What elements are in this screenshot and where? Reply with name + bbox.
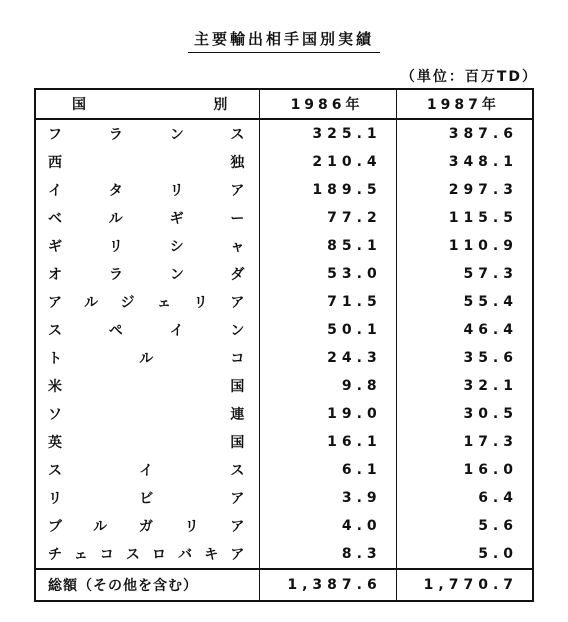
value-1987-cell: 35.6 xyxy=(396,344,533,372)
value-1987-cell: 297.3 xyxy=(396,176,533,204)
country-cell: ギリシャ xyxy=(35,232,260,260)
header-row xyxy=(35,89,533,119)
table-row xyxy=(35,512,533,540)
table-row xyxy=(35,119,533,148)
table-body xyxy=(35,119,533,569)
value-1986-cell: 50.1 xyxy=(260,316,396,344)
country-cell: トルコ xyxy=(35,344,260,372)
country-cell: ブルガリア xyxy=(35,512,260,540)
total-label: 総額（その他を含む） xyxy=(35,569,260,601)
country-cell: アルジェリア xyxy=(35,288,260,316)
export-table xyxy=(34,88,534,602)
value-1986-cell: 4.0 xyxy=(260,512,396,540)
country-cell: 西独 xyxy=(35,148,260,176)
header-1987: 1987年 xyxy=(396,89,533,119)
value-1987-cell: 6.4 xyxy=(396,484,533,512)
value-1986-cell: 53.0 xyxy=(260,260,396,288)
table-row xyxy=(35,540,533,569)
value-1987-cell: 32.1 xyxy=(396,372,533,400)
total-1987: 1,770.7 xyxy=(396,569,533,601)
total-1986: 1,387.6 xyxy=(260,569,396,601)
country-cell: フランス xyxy=(35,119,260,148)
value-1986-cell: 24.3 xyxy=(260,344,396,372)
country-cell: イタリア xyxy=(35,176,260,204)
value-1986-cell: 6.1 xyxy=(260,456,396,484)
value-1986-cell: 77.2 xyxy=(260,204,396,232)
table-header xyxy=(35,89,533,119)
value-1987-cell: 115.5 xyxy=(396,204,533,232)
value-1986-cell: 16.1 xyxy=(260,428,396,456)
table-row xyxy=(35,176,533,204)
table-row xyxy=(35,288,533,316)
table-row xyxy=(35,232,533,260)
total-row xyxy=(35,569,533,601)
table-row xyxy=(35,400,533,428)
country-cell: リビア xyxy=(35,484,260,512)
value-1987-cell: 30.5 xyxy=(396,400,533,428)
table-row xyxy=(35,316,533,344)
table-title-text: 主要輸出相手国別実績 xyxy=(188,28,380,53)
country-cell: 米国 xyxy=(35,372,260,400)
value-1986-cell: 19.0 xyxy=(260,400,396,428)
table-row xyxy=(35,260,533,288)
value-1987-cell: 5.6 xyxy=(396,512,533,540)
table-row xyxy=(35,484,533,512)
value-1986-cell: 210.4 xyxy=(260,148,396,176)
value-1986-cell: 9.8 xyxy=(260,372,396,400)
table-row xyxy=(35,148,533,176)
value-1987-cell: 17.3 xyxy=(396,428,533,456)
table-row xyxy=(35,372,533,400)
country-cell: チェコスロバキア xyxy=(35,540,260,569)
value-1986-cell: 85.1 xyxy=(260,232,396,260)
value-1987-cell: 387.6 xyxy=(396,119,533,148)
value-1987-cell: 16.0 xyxy=(396,456,533,484)
value-1987-cell: 348.1 xyxy=(396,148,533,176)
value-1986-cell: 8.3 xyxy=(260,540,396,569)
country-cell: オランダ xyxy=(35,260,260,288)
table-row xyxy=(35,456,533,484)
value-1986-cell: 71.5 xyxy=(260,288,396,316)
value-1986-cell: 325.1 xyxy=(260,119,396,148)
country-cell: 英国 xyxy=(35,428,260,456)
value-1987-cell: 5.0 xyxy=(396,540,533,569)
value-1987-cell: 57.3 xyxy=(396,260,533,288)
country-cell: ベルギー xyxy=(35,204,260,232)
header-country: 国 別 xyxy=(35,89,260,119)
unit-note: （単位：百万TD） xyxy=(400,69,538,85)
table-row xyxy=(35,428,533,456)
header-1986: 1986年 xyxy=(260,89,396,119)
table-row xyxy=(35,344,533,372)
table-footer xyxy=(35,569,533,601)
country-cell: スイス xyxy=(35,456,260,484)
value-1986-cell: 3.9 xyxy=(260,484,396,512)
value-1987-cell: 110.9 xyxy=(396,232,533,260)
table-title xyxy=(0,28,568,53)
value-1987-cell: 55.4 xyxy=(396,288,533,316)
value-1986-cell: 189.5 xyxy=(260,176,396,204)
value-1987-cell: 46.4 xyxy=(396,316,533,344)
table-row xyxy=(35,204,533,232)
country-cell: ソ連 xyxy=(35,400,260,428)
country-cell: スペイン xyxy=(35,316,260,344)
